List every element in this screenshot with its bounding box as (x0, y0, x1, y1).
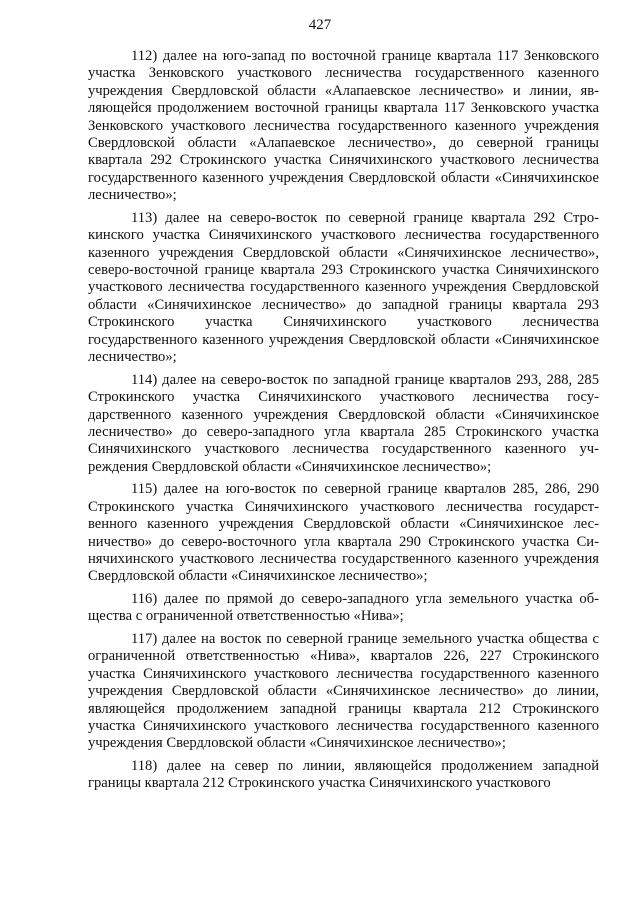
paragraph-113: 113) далее на северо-восток по северной границе квартала 292 Строкинского участка Синячихинского участкового лесничества государственного казенного учреждения Свердловской области «Синячихинское лесничество», северо-восточной границе квартала 293 Строкинского участка Синячихинского участкового лесничества государственного казенного учреждения Свердловской области «Синячихинское лесничество» до западной границы квартала 293 Строкинского участка Синячихинского участкового лесничества государственного казенного учреждения Свердловской области «Синячихинское лесничество»; (88, 209, 599, 366)
paragraph-112: 112) далее на юго-запад по восточной границе квартала 117 Зенковского участка Зенковского участкового лесничества государственного казенного учреждения Свердловской области «Алапаевское лесничество» и линии, являющейся продолжением восточной границы квартала 117 Зенковского участка Зенковского участкового лесничества государственного казенного учреждения Свердловской области «Алапаевское лесничество», до северной границы квартала 292 Строкинского участка Синячихинского участкового лесничества государственного казенного учреждения Свердловской области «Синячихинское лесничество»; (88, 48, 599, 204)
paragraph-115: 115) далее на юго-восток по северной границе кварталов 285, 286, 290 Строкинского участка Синячихинского участкового лесничества государственного казенного учреждения Свердловской области «Синячихинское лесничество» до северо-восточного угла квартала 290 Строкинского участка Синячихинского участкового лесничества государственного казенного учреждения Свердловской области «Синячихинское лесничество»; (88, 481, 599, 585)
paragraph-116: 116) далее по прямой до северо-западного угла земельного участка общества с ограниченной ответственностью «Нива»; (88, 590, 599, 625)
paragraph-114: 114) далее на северо-восток по западной границе кварталов 293, 288, 285 Строкинского участка Синячихинского участкового лесничества государственного казенного учреждения Свердловской области «Синячихинское лесничество» до северо-западного угла квартала 285 Строкинского участка Синячихинского участкового лесничества государственного казенного учреждения Свердловской области «Синячихинское лесничество»; (88, 371, 599, 475)
page-number: 427 (308, 17, 332, 33)
document-body (88, 48, 599, 798)
paragraph-117: 117) далее на восток по северной границе земельного участка общества с ограниченной ответственностью «Нива», кварталов 226, 227 Строкинского участка Синячихинского участкового лесничества государственного казенного учреждения Свердловской области «Синячихинское лесничество» до линии, являющейся продолжением западной границы квартала 212 Строкинского участка Синячихинского участкового лесничества государственного казенного учреждения Свердловской области «Синячихинское лесничество»; (88, 630, 599, 752)
paragraph-118: 118) далее на север по линии, являющейся продолжением западной границы квартала 212 Строкинского участка Синячихинского участкового (88, 757, 599, 792)
